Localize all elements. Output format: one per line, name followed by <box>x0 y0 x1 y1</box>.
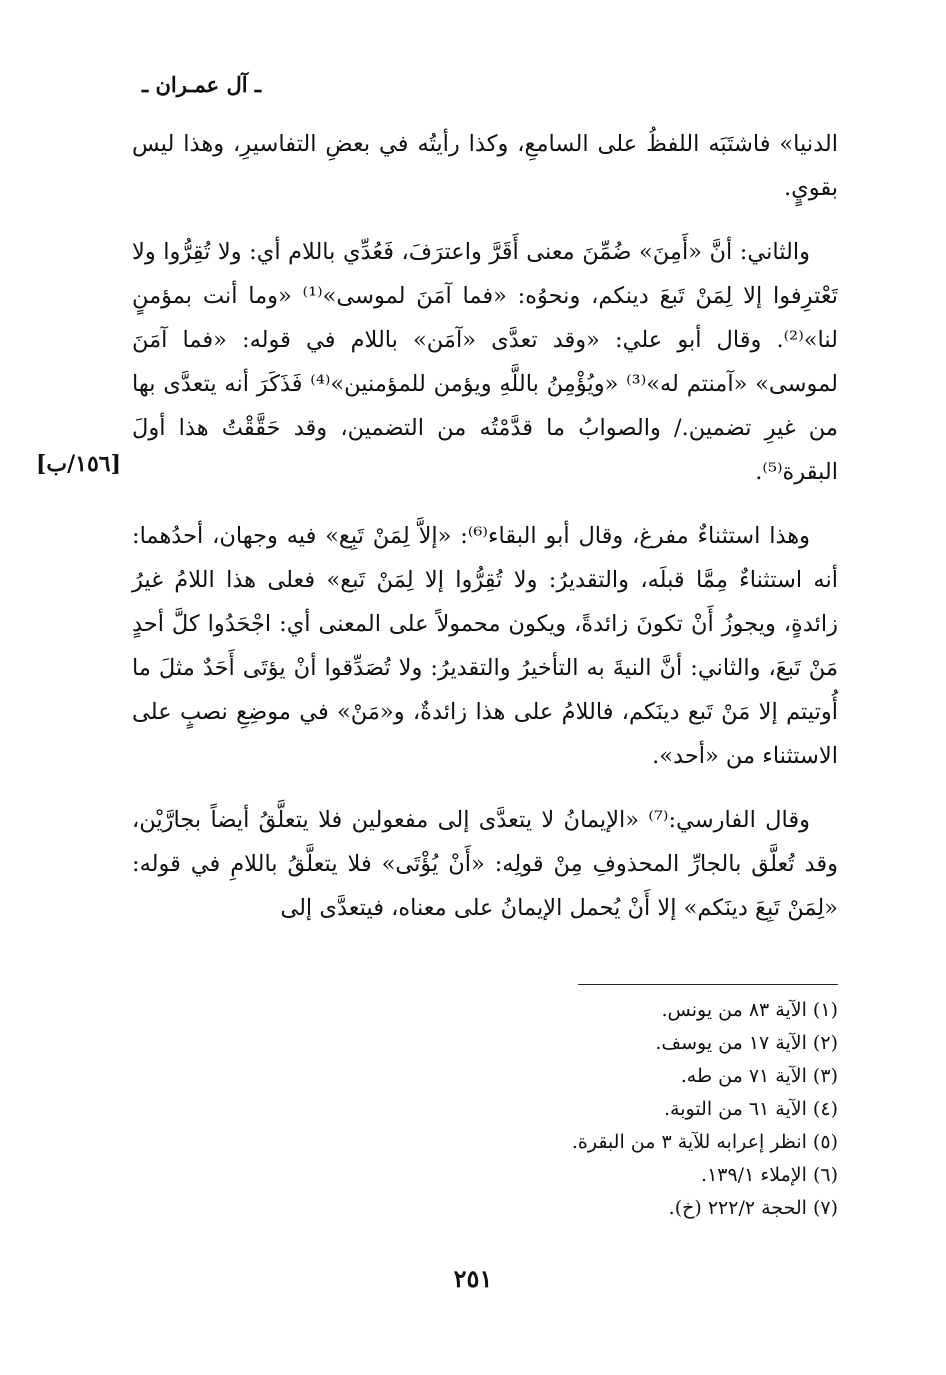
paragraph-3 <box>132 514 838 778</box>
footnote-item: (٤) الآية ٦١ من التوبة. <box>663 1098 838 1120</box>
footnotes-list <box>418 994 838 1225</box>
paragraph-3-text: وهذا استثناءٌ مفرغ، وقال أبو البقاء⁽⁶⁾: «إلاَّ لِمَنْ تَبِع» فيه وجهان، أحدُهما: أنه استثناءٌ مِمَّا قبلَه، والتقديرُ: ولا تُقِرُّوا إلا لِمَنْ تَبع» فعلى هذا اللامُ غيرُ زائدةٍ، ويجوزُ أَنْ تكونَ زائدةً، ويكون محمولاً على المعنى أي: اجْحَدُوا كلَّ أحدٍ مَنْ تَبعَ، والثاني: أنَّ النيةَ به التأخيرُ والتقديرُ: ولا تُصَدِّقوا أنْ يؤتَى أَحَدٌ مثلَ ما أُوتيتم إلا مَنْ تَبع دينَكم، فاللامُ على هذا زائدةٌ، و«مَنْ» في موضِعِ نصبٍ على الاستثناء من «أحد». <box>132 523 838 769</box>
paragraph-1: الدنيا» فاشتَبَه اللفظُ على السامعِ، وكذا رأيتُه في بعضِ التفاسيرِ، وهذا ليس بقويٍ. <box>132 131 838 201</box>
manuscript-folio-marker: [١٥٦/ب] <box>36 451 122 477</box>
footnote-item: (١) الآية ٨٣ من يونس. <box>661 999 838 1021</box>
main-text <box>132 122 838 950</box>
footnote-item: (٣) الآية ٧١ من طه. <box>680 1065 838 1087</box>
paragraph-4-text: وقال الفارسي:⁽⁷⁾ «الإيمانُ لا يتعدَّى إلى مفعولين فلا يتعلَّقُ أيضاً بجارَّيْن، وقد تُعلَّق بالجارِّ المحذوفِ مِنْ قولِه: «أَنْ يُؤْتَى» فلا يتعلَّقُ باللامِ في قوله: «لِمَنْ تَبِعَ دينَكم» إلا أَنْ يُحمل الإيمانُ على معناه، فيتعدَّى إلى <box>132 807 838 921</box>
paragraph-2 <box>132 230 838 494</box>
footnote-item: (٧) الحجة ٢٢٢/٢ (خ). <box>668 1197 838 1219</box>
running-header: ـ آل عمـران ـ <box>142 72 261 97</box>
footnote-item: (٦) الإملاء ١٣٩/١. <box>701 1164 838 1186</box>
page-number: ٢٥١ <box>453 1264 493 1293</box>
paragraph-2-text: والثاني: أنَّ «أَمِنَ» ضُمِّنَ معنى أَقَرَّ واعترَفَ، فَعُدِّي باللام أي: ولا تُقِرُّوا ولا تَعْترِفوا إلا لِمَنْ تَبعَ دينكم، ونحوُه: «فما آمَنَ لموسى»⁽¹⁾ «وما أنت بمؤمنٍ لنا»⁽²⁾. وقال أبو علي: «وقد تعدَّى «آمَن» باللام في قوله: «فما آمَنَ لموسى» «آمنتم له»⁽³⁾ «ويُؤْمِنُ باللَّهِ ويؤمن للمؤمنين»⁽⁴⁾ فَذَكَرَ أنه يتعدَّى بها من غيرِ تضمين./ والصوابُ ما قدَّمْتُه من التضمين، وقد حَقَّقْتُ هذا أولَ البقرة⁽⁵⁾. <box>132 239 838 485</box>
footnote-item: (٢) الآية ١٧ من يوسف. <box>655 1032 838 1054</box>
footnote-item: (٥) انظر إعرابه للآية ٣ من البقرة. <box>571 1131 838 1153</box>
footnote-divider <box>578 984 838 985</box>
paragraph-4 <box>132 798 838 930</box>
